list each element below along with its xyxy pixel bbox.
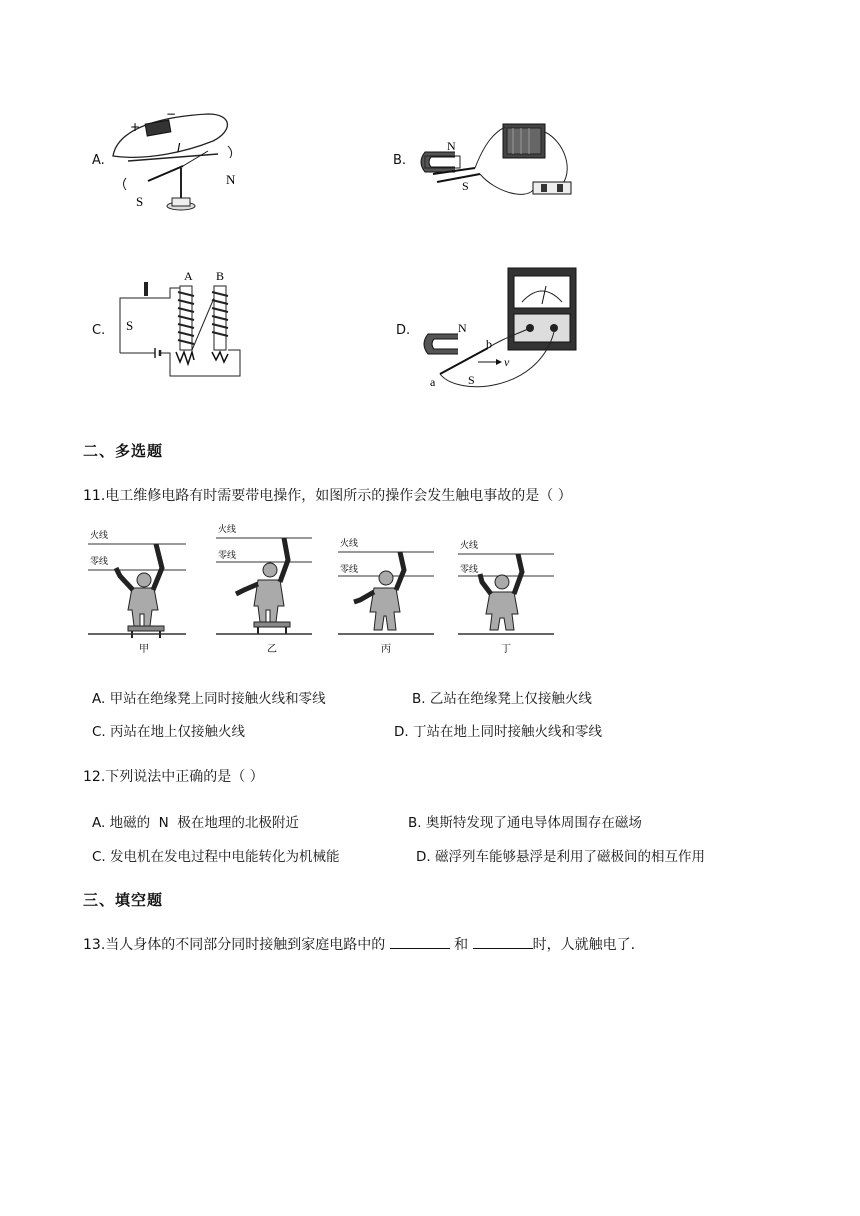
neutral-wire-label: 零线	[460, 565, 479, 575]
option-d-label: D.	[396, 323, 411, 338]
q12-option-a[interactable]: A. 地磁的 N 极在地理的北极附近	[92, 815, 299, 831]
q12-option-b[interactable]: B. 奥斯特发现了通电导体周围存在磁场	[408, 815, 642, 831]
figure-b-motor	[415, 112, 580, 207]
fig-d-s: S	[468, 373, 475, 387]
q11-option-c[interactable]: C. 丙站在地上仅接触火线	[92, 724, 246, 740]
option-b-label: B.	[393, 153, 407, 168]
option-c-label: C.	[92, 323, 106, 338]
fig-a-plus: +	[130, 120, 141, 134]
figure-label-yi: 乙	[267, 644, 277, 655]
fig-d-n: N	[458, 321, 467, 335]
q13-text-part3: 时，人就触电了.	[532, 937, 636, 953]
fig-d-b: b	[486, 337, 492, 351]
fig-c-a: A	[184, 269, 193, 283]
figure-d-generator	[418, 262, 588, 397]
figure-ding	[458, 539, 554, 655]
q13-blank-1[interactable]	[390, 936, 450, 949]
section-title-multiple-choice: 二、多选题	[83, 442, 164, 460]
fig-a-minus: −	[166, 107, 177, 121]
section-title-fill-in: 三、填空题	[83, 891, 164, 909]
question-12-stem: 12.下列说法中正确的是（ ）	[83, 769, 264, 785]
fig-d-a: a	[430, 375, 436, 389]
figure-c-electromagnets	[110, 268, 250, 380]
fig-c-s: S	[126, 318, 134, 333]
fig-a-n: N	[226, 172, 236, 187]
q11-option-a[interactable]: A. 甲站在绝缘凳上同时接触火线和零线	[92, 691, 326, 707]
live-wire-label: 火线	[340, 539, 359, 549]
q12-option-c[interactable]: C. 发电机在发电过程中电能转化为机械能	[92, 849, 340, 865]
q11-option-d[interactable]: D. 丁站在地上同时接触火线和零线	[394, 724, 602, 740]
fig-a-s: S	[136, 194, 144, 209]
neutral-wire-label: 零线	[90, 557, 109, 567]
figure-jia	[88, 529, 186, 655]
q13-blank-2[interactable]	[473, 936, 533, 949]
option-a-label: A.	[92, 153, 105, 168]
figure-a-oersted	[108, 106, 248, 218]
q11-option-b[interactable]: B. 乙站在绝缘凳上仅接触火线	[412, 691, 592, 707]
figure-label-bing: 丙	[381, 644, 391, 655]
figure-label-ding: 丁	[501, 644, 511, 655]
live-wire-label: 火线	[218, 525, 237, 535]
question-11-stem: 11.电工维修电路有时需要带电操作，如图所示的操作会发生触电事故的是（ ）	[83, 488, 572, 504]
neutral-wire-label: 零线	[340, 565, 359, 575]
figure-yi	[216, 523, 312, 655]
fig-b-s: S	[462, 179, 469, 193]
figure-bing	[338, 537, 434, 655]
q12-option-d[interactable]: D. 磁浮列车能够悬浮是利用了磁极间的相互作用	[416, 849, 705, 865]
q13-text-part1: 13.当人身体的不同部分同时接触到家庭电路中的	[83, 937, 386, 953]
question-13	[83, 934, 635, 954]
neutral-wire-label: 零线	[218, 551, 237, 561]
fig-a-current: I	[177, 141, 181, 155]
q13-text-part2: 和	[454, 937, 469, 953]
live-wire-label: 火线	[90, 531, 109, 541]
figure-label-jia: 甲	[139, 644, 149, 655]
fig-d-v: v	[504, 355, 510, 369]
figure-q11-electric-shock	[88, 518, 563, 660]
fig-b-n: N	[447, 139, 456, 153]
live-wire-label: 火线	[460, 541, 479, 551]
fig-c-b: B	[216, 269, 225, 283]
